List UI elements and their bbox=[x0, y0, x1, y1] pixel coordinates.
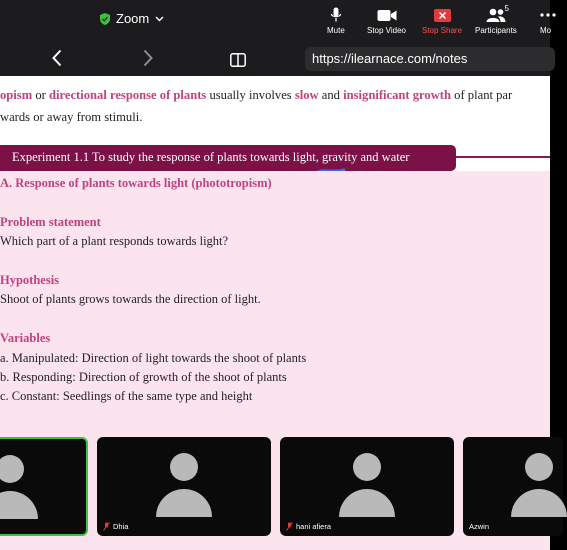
intro-paragraph bbox=[0, 84, 560, 128]
video-tile-azwin[interactable] bbox=[463, 437, 563, 536]
intro-line-2: wards or away from stimuli. bbox=[0, 110, 143, 124]
participants-label: Participants bbox=[475, 26, 517, 35]
stop-share-button[interactable] bbox=[422, 7, 462, 35]
intro-text: and bbox=[318, 88, 344, 102]
problem-heading: Problem statement bbox=[0, 215, 101, 229]
intro-text: usually involves bbox=[206, 88, 295, 102]
section-a-heading: A. Response of plants towards light (phototropism) bbox=[0, 176, 272, 190]
variable-manipulated: a. Manipulated: Direction of light towards the shoot of plants bbox=[0, 351, 307, 365]
intro-term-tropism: opism bbox=[0, 88, 33, 102]
url-text: https://ilearnace.com/notes bbox=[312, 51, 468, 66]
variables-heading: Variables bbox=[0, 331, 51, 345]
sidebar-icon bbox=[230, 53, 246, 67]
participant-name-text: Dhia bbox=[113, 522, 129, 531]
participant-name-text: Azwin bbox=[469, 522, 490, 531]
avatar bbox=[170, 453, 198, 481]
mute-button[interactable] bbox=[327, 7, 345, 35]
variable-responding: b. Responding: Direction of growth of the shoot of plants bbox=[0, 370, 287, 384]
participant-name bbox=[469, 522, 489, 531]
participant-name bbox=[286, 522, 331, 531]
avatar bbox=[0, 455, 24, 483]
avatar bbox=[339, 489, 395, 517]
address-bar[interactable] bbox=[305, 47, 555, 71]
microphone-icon bbox=[330, 7, 342, 23]
intro-text: or bbox=[32, 88, 49, 102]
avatar bbox=[156, 489, 212, 517]
forward-icon bbox=[143, 49, 153, 67]
video-tile-hani[interactable] bbox=[280, 437, 454, 536]
avatar bbox=[511, 489, 567, 517]
more-label: Mo bbox=[540, 26, 552, 35]
shield-check-icon bbox=[100, 13, 110, 25]
chevron-down-icon bbox=[155, 16, 164, 22]
stop-share-icon bbox=[434, 9, 451, 22]
back-button[interactable] bbox=[52, 49, 62, 72]
zoom-app-name: Zoom bbox=[116, 11, 150, 26]
browser-toolbar bbox=[0, 42, 550, 76]
avatar bbox=[0, 491, 38, 519]
intro-term-growth: insignificant growth bbox=[343, 88, 452, 102]
participants-count: 5 bbox=[504, 4, 509, 13]
back-icon bbox=[52, 49, 62, 67]
intro-term-slow: slow bbox=[294, 88, 319, 102]
video-tile-self[interactable] bbox=[0, 437, 88, 536]
experiment-banner: Experiment 1.1 To study the response of plants towards light, gravity and water bbox=[0, 145, 456, 171]
avatar bbox=[525, 453, 553, 481]
participant-name-text: hani afiera bbox=[296, 522, 332, 531]
hypothesis-heading: Hypothesis bbox=[0, 273, 60, 287]
zoom-toolbar bbox=[0, 0, 550, 42]
stop-video-button[interactable] bbox=[367, 7, 406, 35]
hypothesis-text: Shoot of plants grows towards the direction of light. bbox=[0, 292, 261, 306]
muted-mic-icon bbox=[103, 522, 110, 531]
muted-mic-icon bbox=[286, 522, 293, 531]
participants-button[interactable] bbox=[475, 4, 517, 35]
stop-video-label: Stop Video bbox=[367, 26, 406, 35]
video-tile-dhia[interactable] bbox=[97, 437, 271, 536]
avatar bbox=[353, 453, 381, 481]
problem-text: Which part of a plant responds towards light? bbox=[0, 234, 229, 248]
intro-term-directional: directional response of plants bbox=[49, 88, 207, 102]
more-button[interactable] bbox=[540, 7, 556, 35]
intro-line-1 bbox=[0, 84, 560, 106]
forward-button[interactable] bbox=[143, 49, 153, 72]
stop-share-label: Stop Share bbox=[422, 26, 463, 35]
variable-constant: c. Constant: Seedlings of the same type and height bbox=[0, 389, 253, 403]
sidebar-button[interactable] bbox=[230, 51, 246, 72]
mute-label: Mute bbox=[327, 26, 345, 35]
participants-icon bbox=[486, 8, 506, 22]
video-camera-icon bbox=[377, 9, 397, 22]
more-icon bbox=[540, 13, 556, 17]
zoom-menu[interactable] bbox=[100, 11, 164, 26]
participant-name bbox=[103, 522, 128, 531]
intro-text: of plant par bbox=[451, 88, 513, 102]
